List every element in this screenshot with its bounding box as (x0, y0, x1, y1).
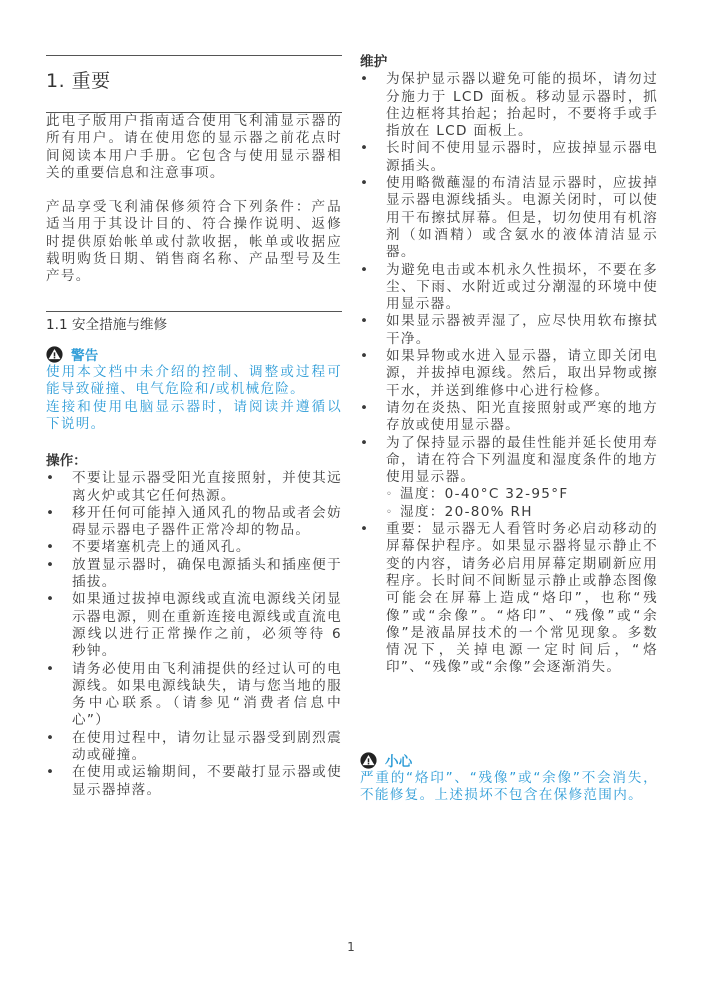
list-item: • 放置显示器时，确保电源插头和插座便于插拔。 (46, 556, 342, 591)
list-item: • 如果异物或水进入显示器，请立即关闭电源，并拔掉电源线。然后，取出异物或擦干水，并送到维修中心进行检修。 (360, 348, 658, 399)
list-item: • 重要：显示器无人看管时务必启动移动的屏幕保护程序。如果显示器将显示静止不变的内容，请务必启用屏幕定期刷新应用程序。长时间不间断显示静止或静态图像可能会在屏幕上造成“烙印”，也称“残像”或“余像”。“烙印”、“残像”或“余像”是液晶屏技术的一个常见现象。多数情况下，关掉电源一定时间后，“烙印”、“残像”或“余像”会逐渐消失。 (360, 521, 658, 676)
list-item: • 为了保持显示器的最佳性能并延长使用寿命，请在符合下列温度和湿度条件的地方使用显示器。 (360, 434, 658, 486)
humidity-condition: ◦ 湿度：20-80% RH (386, 503, 533, 520)
subsection-title: 1.1 安全措施与维修 (46, 317, 168, 333)
warranty-paragraph: 产品享受飞利浦保修须符合下列条件：产品适当用于其设计目的、符合操作说明、返修时提供原始帐单或付款收据，帐单或收据应载明购货日期、销售商名称、产品型号及生产号。 (46, 199, 342, 285)
list-item: • 为保护显示器以避免可能的损坏，请勿过分施力于 LCD 面板。移动显示器时，抓住边框将其抬起；抬起时，不要将手或手指放在 LCD 面板上。 (360, 71, 658, 140)
page-title: 1. 重要 (46, 70, 111, 92)
intro-paragraph: 此电子版用户指南适合使用飞利浦显示器的所有用户。请在使用您的显示器之前花点时间阅读本用户手册。它包含与使用显示器相关的重要信息和注意事项。 (46, 113, 342, 181)
warning-triangle-icon (46, 346, 63, 363)
list-item: • 不要让显示器受阳光直接照射，并使其远离火炉或其它任何热源。 (46, 470, 342, 504)
temperature-condition: ◦ 温度：0-40°C 32-95°F (386, 486, 569, 503)
warning-triangle-icon (360, 752, 377, 769)
list-item: • 为避免电击或本机永久性损坏，不要在多尘、下雨、水附近或过分潮湿的环境中使用显示器。 (360, 261, 658, 313)
warning-heading (46, 344, 342, 364)
caution-box (360, 750, 658, 805)
page-number: 1 (347, 940, 355, 954)
warning-title: 警告 (71, 348, 99, 364)
maintenance-section (360, 54, 658, 677)
caution-text: 严重的“烙印”、“残像”或“余像”不会消失，不能修复。上述损坏不包含在保修范围内。 (360, 770, 658, 804)
list-item: • 使用略微蘸湿的布清洁显示器时，应拔掉显示器电源线插头。电源关闭时，可以使用干布擦拭屏幕。但是，切勿使用有机溶剂（如酒精）或含氨水的液体清洁显示器。 (360, 175, 658, 261)
list-item: • 请勿在炎热、阳光直接照射或严寒的地方存放或使用显示器。 (360, 399, 658, 434)
maintenance-title: 维护 (360, 54, 388, 70)
warning-text: 连接和使用电脑显示器时，请阅读并遵循以下说明。 (46, 398, 342, 432)
subsection-rule (46, 311, 342, 312)
list-item: • 在使用或运输期间，不要敲打显示器或使显示器掉落。 (46, 764, 342, 798)
list-item: • 请务必使用由飞利浦提供的经过认可的电源线。如果电源线缺失，请与您当地的服务中心联系。（请参见“消费者信息中心”） (46, 660, 342, 729)
operation-list (46, 470, 342, 799)
operation-title: 操作： (46, 453, 87, 469)
list-item: • 如果通过拔掉电源线或直流电源线关闭显示器电源，则在重新连接电源线或直流电源线以进行正常操作之前，必须等待 6 秒钟。 (46, 591, 342, 660)
caution-title: 小心 (385, 754, 413, 770)
list-item: • 不要堵塞机壳上的通风孔。 (46, 539, 251, 556)
warning-text: 使用本文档中未介绍的控制、调整或过程可能导致碰撞、电气危险和/或机械危险。 (46, 364, 342, 398)
list-item: • 移开任何可能掉入通风孔的物品或者会妨碍显示器电子器件正常冷却的物品。 (46, 504, 342, 539)
list-item: • 如果显示器被弄湿了，应尽快用软布擦拭干净。 (360, 313, 658, 347)
list-item: • 长时间不使用显示器时，应拔掉显示器电源插头。 (360, 140, 658, 174)
operation-section (46, 453, 342, 799)
warning-box (46, 344, 342, 433)
top-rule (46, 55, 342, 56)
maintenance-list (360, 71, 658, 676)
caution-heading (360, 750, 658, 770)
intro-section (46, 113, 342, 286)
list-item: • 在使用过程中，请勿让显示器受到剧烈震动或碰撞。 (46, 729, 342, 764)
